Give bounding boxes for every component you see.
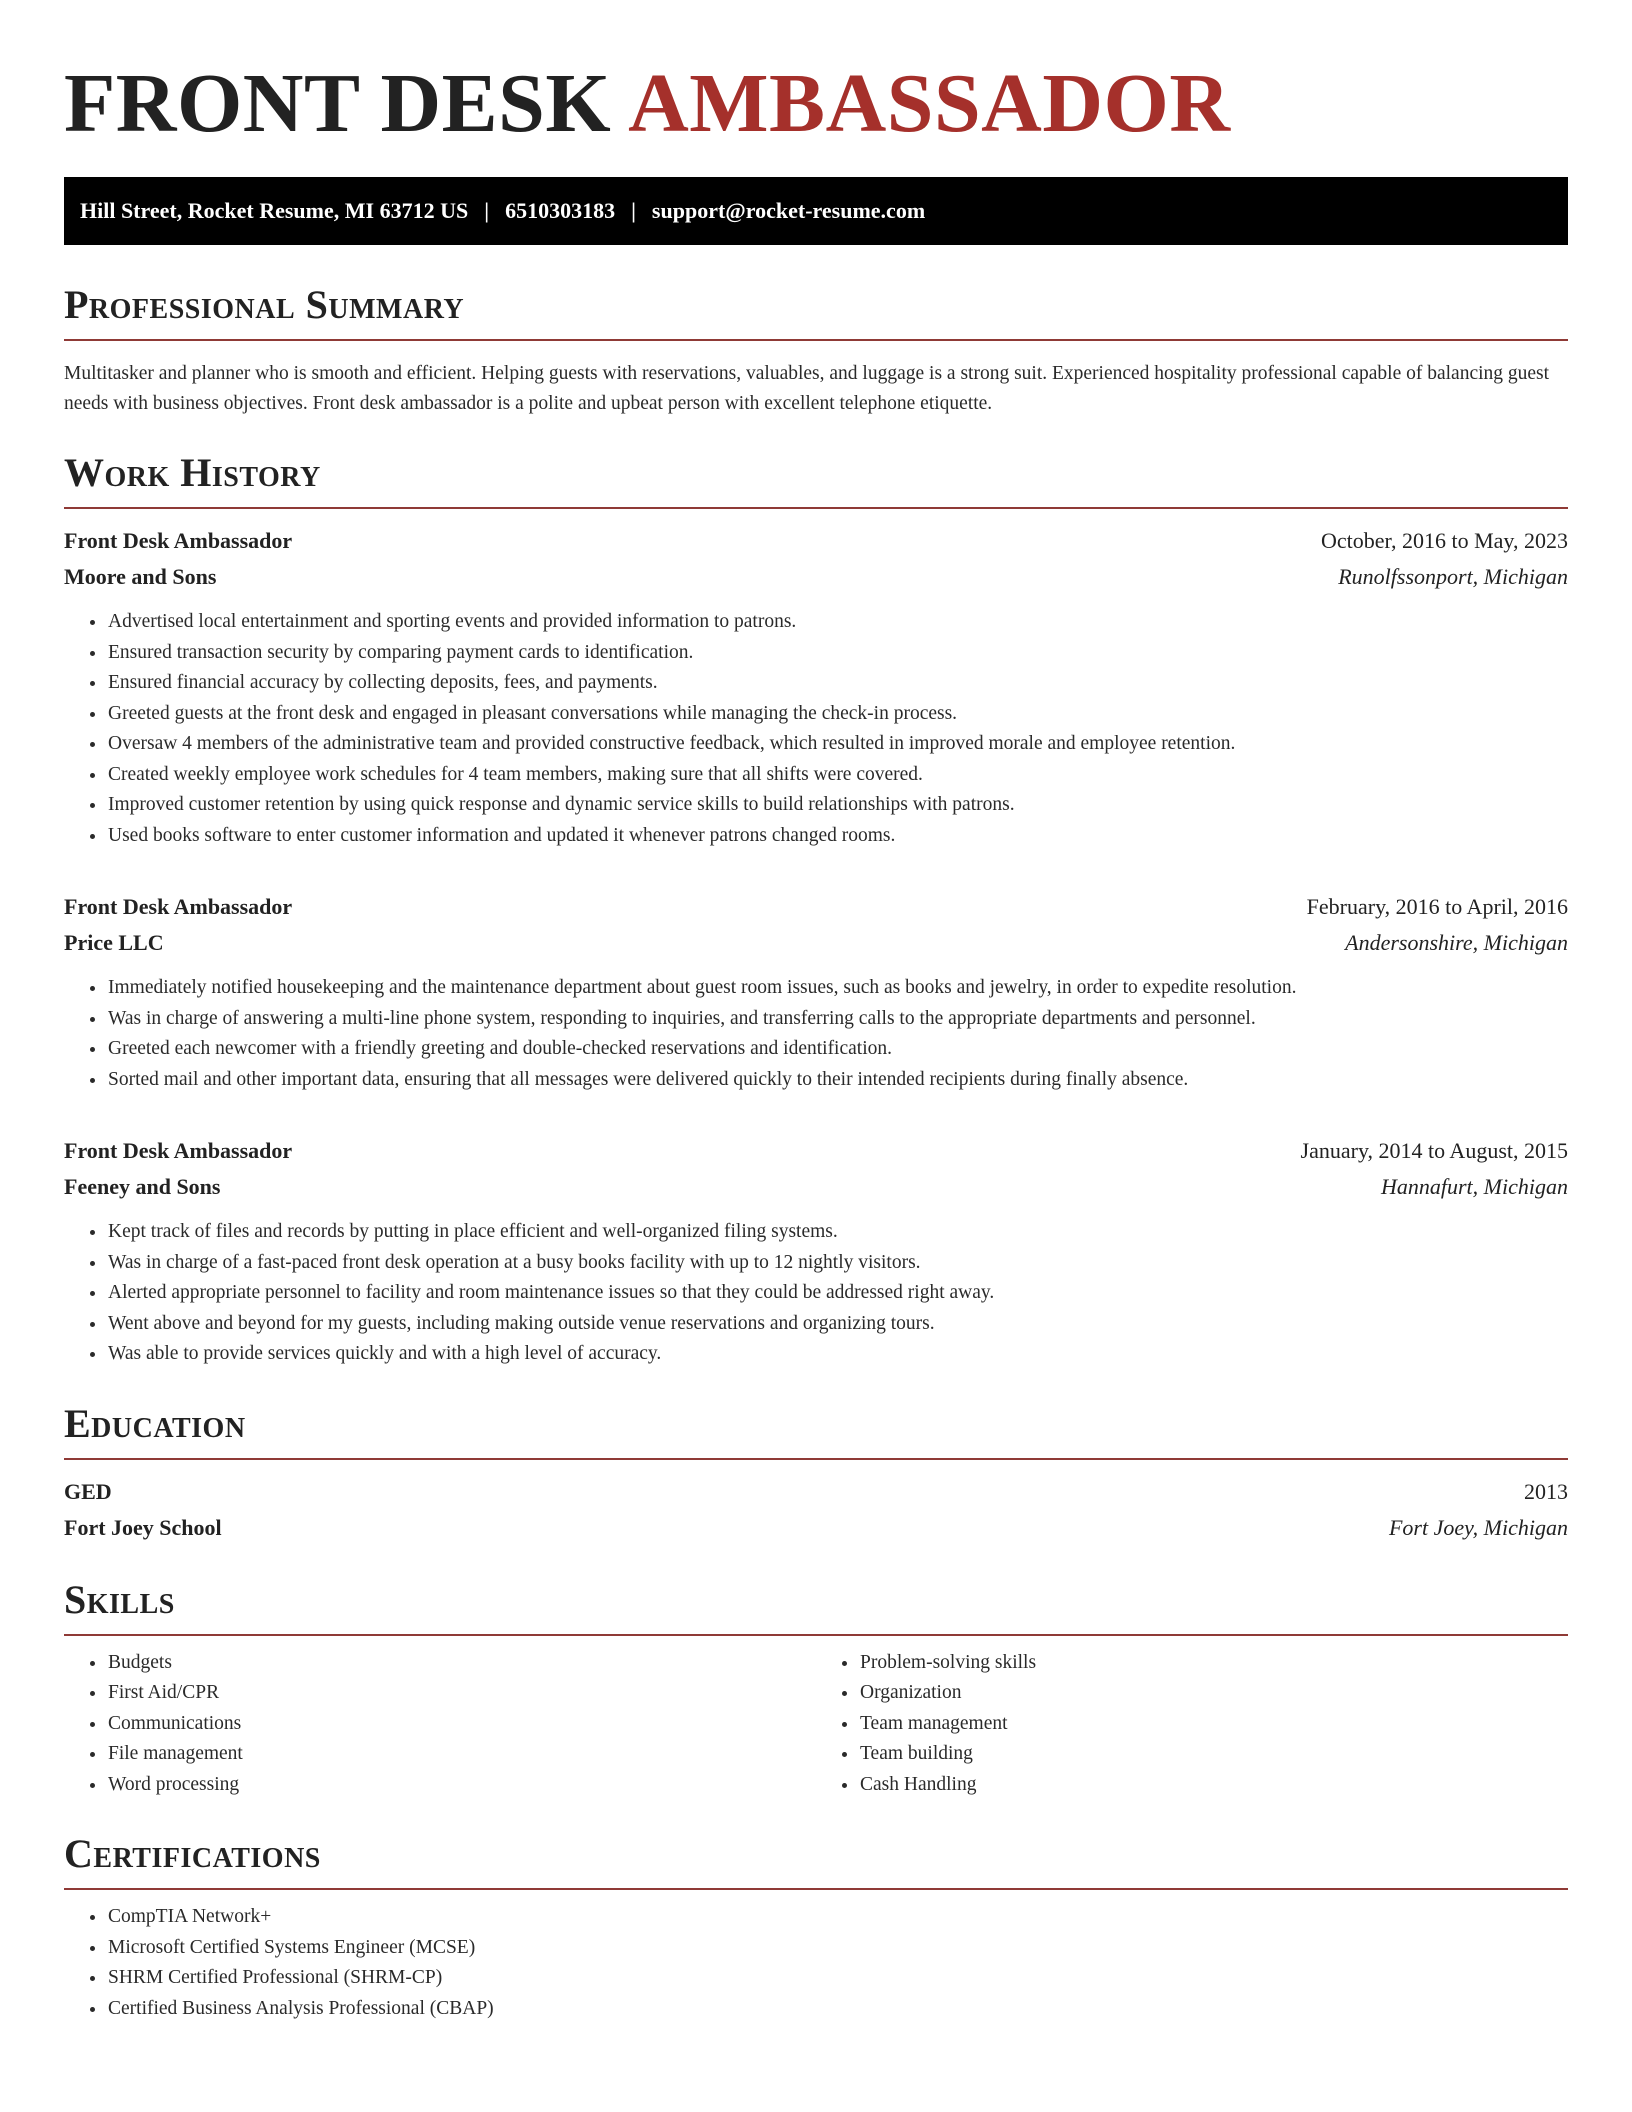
summary-text: Multitasker and planner who is smooth and efficient. Helping guests with reservations, valuables, and luggage is a strong suit. Experienced hospitality professional capable of balancing guest needs with business objectives. Front desk ambassador is a polite and upbeat person with excellent telephone etiquette. (64, 363, 1550, 414)
education-year: 2013 (1524, 1478, 1568, 1504)
job-header-row (64, 523, 1568, 559)
job-header-row (64, 1133, 1568, 1169)
job-bullet: • Used books software to enter customer information and updated it whenever patrons changed rooms. (107, 821, 1568, 852)
job-bullet: • Was in charge of a fast-paced front desk operation at a busy books facility with up to 12 nightly visitors. (107, 1248, 1568, 1279)
job-bullet-list (64, 607, 1568, 851)
skills-list-left (64, 1648, 816, 1801)
education-row (64, 1474, 1568, 1510)
job-dates: October, 2016 to May, 2023 (1321, 528, 1568, 553)
job-entry (64, 889, 1568, 1095)
job-role: Front Desk Ambassador (64, 894, 293, 919)
job-company: Feeney and Sons (64, 1174, 221, 1199)
skill-item: • Word processing (107, 1770, 816, 1801)
job-bullet: • Immediately notified housekeeping and the maintenance department about guest room issues, such as books and jewelry, in order to expedite resolution. (107, 973, 1568, 1004)
certification-item: • Certified Business Analysis Professional (CBAP) (107, 1994, 1568, 2025)
job-bullet: • Ensured financial accuracy by collecting deposits, fees, and payments. (107, 668, 1568, 699)
certification-item: • Microsoft Certified Systems Engineer (MCSE) (107, 1933, 1568, 1964)
job-bullet: • Greeted guests at the front desk and engaged in pleasant conversations while managing the check-in process. (107, 699, 1568, 730)
job-entry (64, 1133, 1568, 1370)
skill-item: • Team management (859, 1709, 1568, 1740)
resume-name (64, 56, 1568, 152)
job-bullet: • Oversaw 4 members of the administrative team and provided constructive feedback, which resulted in improved morale and employee retention. (107, 729, 1568, 760)
job-bullet: • Greeted each newcomer with a friendly greeting and double-checked reservations and identification. (107, 1034, 1568, 1065)
skill-item: • Cash Handling (859, 1770, 1568, 1801)
contact-separator: | (484, 198, 490, 223)
job-bullet: • Was able to provide services quickly and with a high level of accuracy. (107, 1339, 1568, 1370)
job-company-row (64, 925, 1568, 961)
job-company-row (64, 1169, 1568, 1205)
contact-address: Hill Street, Rocket Resume, MI 63712 US (80, 198, 469, 223)
certifications-list (64, 1902, 1568, 2024)
name-primary: FRONT DESK (64, 57, 612, 150)
skills-list-right (816, 1648, 1568, 1801)
certification-item: • SHRM Certified Professional (SHRM-CP) (107, 1963, 1568, 1994)
section-divider (64, 339, 1568, 341)
education-location: Fort Joey, Michigan (1388, 1514, 1568, 1540)
job-company: Moore and Sons (64, 564, 217, 589)
job-bullet: • Was in charge of answering a multi-line phone system, responding to inquiries, and transferring calls to the appropriate departments and personnel. (107, 1004, 1568, 1035)
skill-item: • Problem-solving skills (859, 1648, 1568, 1679)
job-list (64, 523, 1568, 1370)
job-bullet: • Ensured transaction security by comparing payment cards to identification. (107, 638, 1568, 669)
job-location: Andersonshire, Michigan (1345, 930, 1568, 955)
education-entry (64, 1474, 1568, 1546)
education-section (64, 1400, 1568, 1546)
job-bullet-list (64, 973, 1568, 1095)
job-bullet: • Improved customer retention by using quick response and dynamic service skills to build relationships with patrons. (107, 790, 1568, 821)
name-accent: AMBASSADOR (628, 57, 1231, 150)
contact-email: support@rocket-resume.com (651, 198, 926, 223)
job-company: Price LLC (64, 930, 164, 955)
education-degree: GED (64, 1478, 112, 1504)
skill-item: • Budgets (107, 1648, 816, 1679)
job-role: Front Desk Ambassador (64, 528, 293, 553)
job-entry (64, 523, 1568, 851)
certification-item: • CompTIA Network+ (107, 1902, 1568, 1933)
job-bullet: • Advertised local entertainment and sporting events and provided information to patrons. (107, 607, 1568, 638)
section-divider (64, 1634, 1568, 1636)
certifications-section (64, 1830, 1568, 2024)
job-bullet: • Sorted mail and other important data, ensuring that all messages were delivered quickly to their intended recipients during finally absence. (107, 1065, 1568, 1096)
education-row (64, 1510, 1568, 1546)
contact-separator: | (631, 198, 636, 223)
section-title-skills: Skills (64, 1576, 175, 1622)
skill-item: • File management (107, 1739, 816, 1770)
job-bullet-list (64, 1217, 1568, 1370)
job-company-row (64, 559, 1568, 595)
job-dates: February, 2016 to April, 2016 (1306, 894, 1568, 919)
summary-section (64, 281, 1568, 419)
job-bullet: • Created weekly employee work schedules for 4 team members, making sure that all shifts were covered. (107, 760, 1568, 791)
skills-section (64, 1576, 1568, 1801)
skill-item: • First Aid/CPR (107, 1678, 816, 1709)
job-location: Hannafurt, Michigan (1381, 1174, 1568, 1199)
section-divider (64, 1888, 1568, 1890)
job-location: Runolfssonport, Michigan (1338, 564, 1568, 589)
job-bullet: • Alerted appropriate personnel to facility and room maintenance issues so that they could be addressed right away. (107, 1278, 1568, 1309)
section-title-certifications: Certifications (64, 1831, 321, 1876)
section-title-work: Work History (64, 450, 321, 495)
skill-item: • Communications (107, 1709, 816, 1740)
job-role: Front Desk Ambassador (64, 1138, 293, 1163)
work-history-section (64, 449, 1568, 1370)
section-title-education: Education (64, 1400, 246, 1446)
skill-item: • Organization (859, 1678, 1568, 1709)
contact-bar (64, 177, 1568, 245)
job-bullet: • Went above and beyond for my guests, including making outside venue reservations and organizing tours. (107, 1309, 1568, 1340)
contact-phone: 6510303183 (505, 198, 616, 223)
section-title-summary: Professional Summary (64, 282, 465, 327)
education-school: Fort Joey School (64, 1514, 222, 1540)
section-divider (64, 507, 1568, 509)
job-dates: January, 2014 to August, 2015 (1300, 1138, 1568, 1163)
skills-columns (64, 1648, 1568, 1801)
skill-item: • Team building (859, 1739, 1568, 1770)
job-header-row (64, 889, 1568, 925)
section-divider (64, 1458, 1568, 1460)
job-bullet: • Kept track of files and records by putting in place efficient and well-organized filing systems. (107, 1217, 1568, 1248)
